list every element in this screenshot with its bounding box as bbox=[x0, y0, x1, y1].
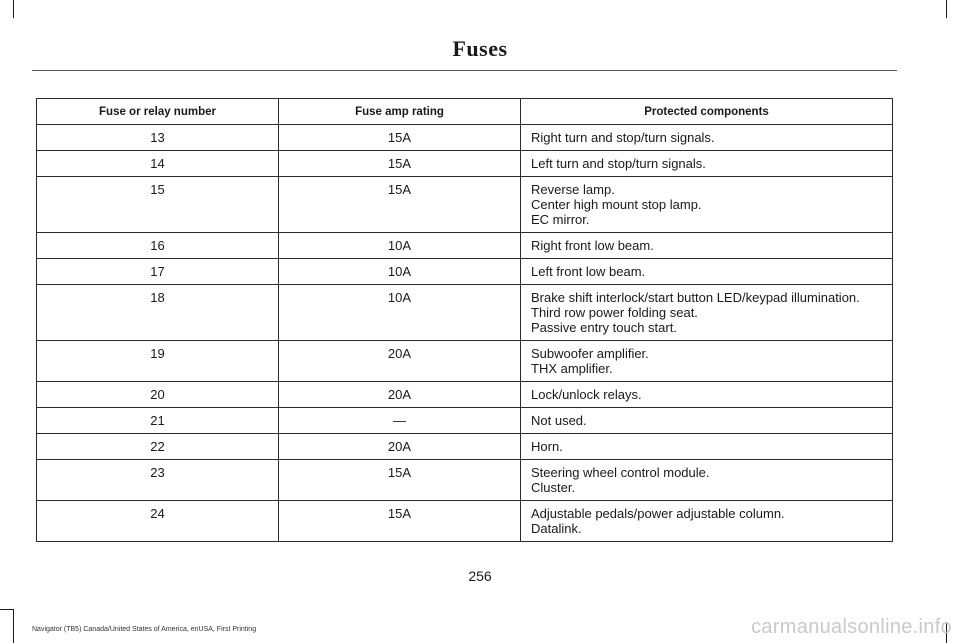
protected-components-cell bbox=[521, 408, 893, 434]
component-line: Datalink. bbox=[531, 521, 582, 536]
component-line: Left turn and stop/turn signals. bbox=[531, 156, 706, 171]
component-line: Lock/unlock relays. bbox=[531, 387, 642, 402]
amp-rating-cell: 20A bbox=[279, 434, 521, 460]
component-line: Right front low beam. bbox=[531, 238, 654, 253]
component-line: Passive entry touch start. bbox=[531, 320, 677, 335]
crop-mark-bottom-left-v bbox=[13, 610, 14, 643]
component-line: Steering wheel control module. bbox=[531, 465, 710, 480]
protected-components-cell bbox=[521, 434, 893, 460]
amp-rating-cell: 20A bbox=[279, 382, 521, 408]
protected-components-cell bbox=[521, 285, 893, 341]
fuse-number-cell: 23 bbox=[37, 460, 279, 501]
fuse-number-cell: 24 bbox=[37, 501, 279, 542]
page-title: Fuses bbox=[452, 36, 508, 61]
component-line: Not used. bbox=[531, 413, 587, 428]
fuse-table bbox=[36, 98, 893, 542]
protected-components-cell bbox=[521, 233, 893, 259]
table-row bbox=[37, 460, 893, 501]
table-row bbox=[37, 408, 893, 434]
table-row bbox=[37, 233, 893, 259]
amp-rating-cell: 10A bbox=[279, 285, 521, 341]
component-line: THX amplifier. bbox=[531, 361, 613, 376]
fuse-number-cell: 13 bbox=[37, 125, 279, 151]
component-line: Subwoofer amplifier. bbox=[531, 346, 649, 361]
protected-components-cell bbox=[521, 460, 893, 501]
header-protected-components: Protected components bbox=[521, 99, 893, 125]
fuse-number-cell: 22 bbox=[37, 434, 279, 460]
component-line: Right turn and stop/turn signals. bbox=[531, 130, 715, 145]
amp-rating-cell: 20A bbox=[279, 341, 521, 382]
title-divider bbox=[32, 70, 897, 71]
fuse-number-cell: 14 bbox=[37, 151, 279, 177]
protected-components-cell bbox=[521, 259, 893, 285]
protected-components-cell bbox=[521, 341, 893, 382]
component-line: Adjustable pedals/power adjustable column. bbox=[531, 506, 785, 521]
table-row bbox=[37, 151, 893, 177]
table-row bbox=[37, 259, 893, 285]
header-amp-rating: Fuse amp rating bbox=[279, 99, 521, 125]
protected-components-cell bbox=[521, 501, 893, 542]
fuse-number-cell: 16 bbox=[37, 233, 279, 259]
crop-mark-top-left-v bbox=[13, 0, 14, 18]
fuse-number-cell: 15 bbox=[37, 177, 279, 233]
table-row bbox=[37, 341, 893, 382]
table-row bbox=[37, 501, 893, 542]
fuse-number-cell: 21 bbox=[37, 408, 279, 434]
table-row bbox=[37, 177, 893, 233]
amp-rating-cell: 10A bbox=[279, 233, 521, 259]
component-line: Left front low beam. bbox=[531, 264, 646, 279]
protected-components-cell bbox=[521, 151, 893, 177]
fuse-number-cell: 18 bbox=[37, 285, 279, 341]
amp-rating-cell: 15A bbox=[279, 177, 521, 233]
component-line: Reverse lamp. bbox=[531, 182, 615, 197]
fuse-number-cell: 20 bbox=[37, 382, 279, 408]
crop-mark-top-right-v bbox=[946, 0, 947, 18]
component-line: Brake shift interlock/start button LED/keypad illumination. bbox=[531, 290, 860, 305]
table-row bbox=[37, 382, 893, 408]
protected-components-cell bbox=[521, 382, 893, 408]
amp-rating-cell: — bbox=[279, 408, 521, 434]
amp-rating-cell: 15A bbox=[279, 151, 521, 177]
protected-components-cell bbox=[521, 125, 893, 151]
component-line: Center high mount stop lamp. bbox=[531, 197, 702, 212]
amp-rating-cell: 15A bbox=[279, 125, 521, 151]
table-header-row bbox=[37, 99, 893, 125]
amp-rating-cell: 15A bbox=[279, 501, 521, 542]
table-row bbox=[37, 125, 893, 151]
protected-components-cell bbox=[521, 177, 893, 233]
crop-mark-bottom-left-h bbox=[0, 609, 14, 610]
table-row bbox=[37, 434, 893, 460]
amp-rating-cell: 10A bbox=[279, 259, 521, 285]
page-number: 256 bbox=[468, 568, 492, 584]
fuse-number-cell: 19 bbox=[37, 341, 279, 382]
fuse-number-cell: 17 bbox=[37, 259, 279, 285]
watermark: carmanualsonline.info bbox=[751, 616, 952, 638]
amp-rating-cell: 15A bbox=[279, 460, 521, 501]
component-line: Cluster. bbox=[531, 480, 576, 495]
fuse-table-body bbox=[37, 125, 893, 542]
table-row bbox=[37, 285, 893, 341]
footer-text: Navigator (TB5) Canada/United States of America, enUSA, First Printing bbox=[32, 626, 257, 633]
component-line: Third row power folding seat. bbox=[531, 305, 698, 320]
component-line: Horn. bbox=[531, 439, 563, 454]
component-line: EC mirror. bbox=[531, 212, 590, 227]
header-fuse-number: Fuse or relay number bbox=[37, 99, 279, 125]
